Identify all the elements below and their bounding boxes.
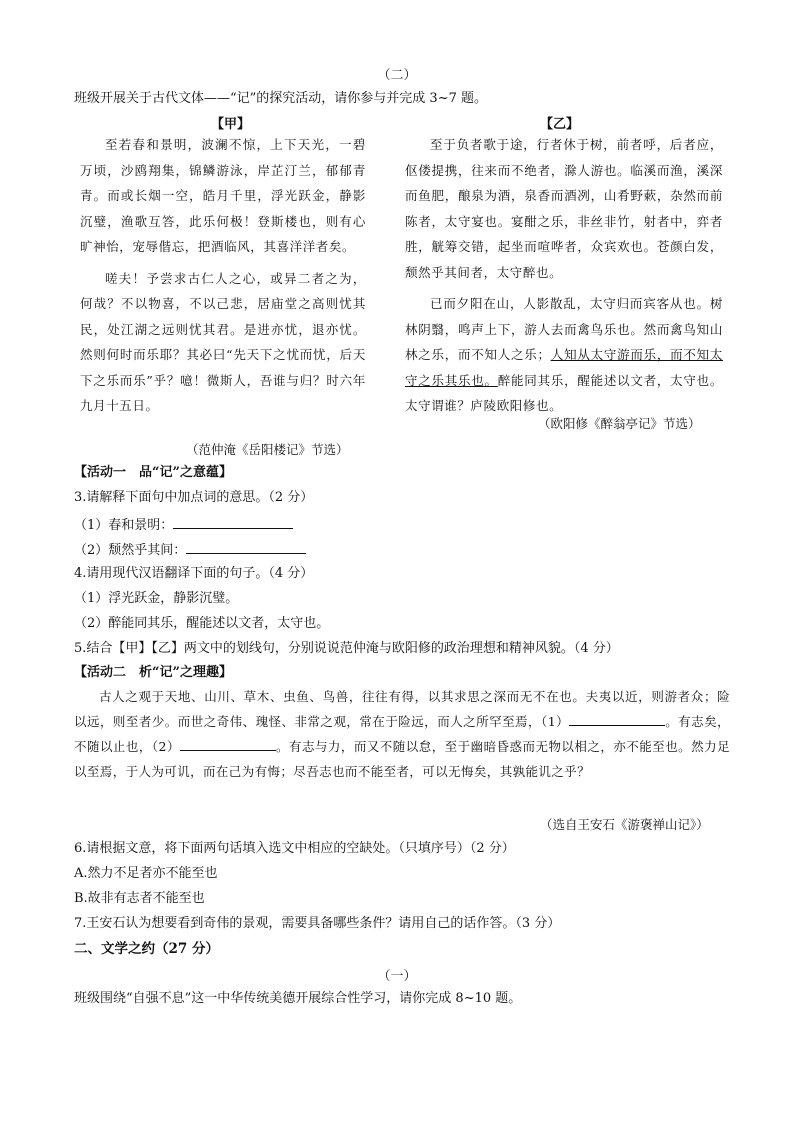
question-7: 7.王安石认为想要看到奇伟的景观，需要具备哪些条件？请用自己的话作答。（3 分） [74,916,561,931]
question-3-2-text: （2）颓然乎其间： [74,543,187,558]
passage-part-c: 。有志与力，而又不随以怠，至于幽暗昏惑而无物以相之，亦不能至也。然力足以至焉，于人为可讥，而在己为有悔；尽吾志也而不能至者，可以无悔矣，其孰能讥之乎？ [74,739,730,779]
yi-underlined-sentence: 人知从太守游而乐，而不知太守之乐其乐也。 [405,347,723,388]
question-4: 4.请用现代汉语翻译下面的句子。（4 分） [74,566,314,581]
activity-1-title: 【活动一 品“记”之意蕴】 [74,465,232,480]
question-3-1-text: （1）春和景明： [74,518,174,533]
section-2-sub-number: （一） [377,969,417,984]
section-2-intro: 班级围绕“自强不息”这一中华传统美德开展综合性学习，请你完成 8~10 题。 [74,991,522,1006]
question-5: 5.结合【甲】【乙】两文中的划线句，分别说说范仲淹与欧阳修的政治理想和精神风貌。（4 分） [74,641,619,656]
answer-blank[interactable] [173,514,293,529]
answer-blank[interactable] [186,539,306,554]
question-4-1: （1）浮光跃金，静影沉璧。 [74,591,239,606]
activity-2-title: 【活动二 析“记”之理趣】 [74,665,232,680]
activity-2-source: （选自王安石《游褒禅山记》） [540,817,709,832]
yi-p2-before: 已而夕阳在山，人影散乱，太守归而宾客从也。树林阴翳，鸣声上下，游人去而禽鸟乐也。然而禽鸟知山林之乐，而不知人之乐； [405,296,723,362]
section-2-title: 二、文学之约（27 分） [74,941,219,957]
section-intro: 班级开展关于古代文体——“记”的探究活动，请你参与并完成 3~7 题。 [74,91,487,106]
jia-paragraph-1: 至若春和景明，波澜不惊，上下天光，一碧万顷，沙鸥翔集，锦鳞游泳，岸芷汀兰，郁郁青青。而或长烟一空，皓月千里，浮光跃金，静影沉璧，渔歌互答，此乐何极！登斯楼也，则有心旷神怡，宠辱偕忘，把酒临风，其喜洋洋者矣。 [80,137,366,254]
passage-part-b: 。有志矣，不随以止也，（2） [74,714,730,754]
passage-part-a: 古人之观于天地、山川、草木、虫鱼、鸟兽，往往有得，以其求思之深而无不在也。夫夷以近，则游者众；险以远，则至者少。而世之奇伟、瑰怪、非常之观，常在于险远，而人之所罕至焉，（1） [74,689,730,729]
jia-paragraph-2: 嗟夫！予尝求古仁人之心，或异二者之为，何哉？不以物喜，不以己悲，居庙堂之高则忧其民，处江湖之远则忧其君。是进亦忧，退亦忧。然则何时而乐耶？其必曰“先天下之忧而忧，后天下之乐而乐”乎？噫！微斯人，吾谁与归？时六年九月十五日。 [80,270,366,413]
yi-paragraph-2 [405,291,723,419]
question-6: 6.请根据文意，将下面两句话填入选文中相应的空缺处。（只填序号）（2 分） [74,841,515,856]
question-3-2 [74,539,306,560]
question-6-option-a: A.然力不足者亦不能至也 [74,866,218,881]
question-3: 3.请解释下面句中加点词的意思。（2 分） [74,490,314,505]
fill-blank-1[interactable] [569,711,665,726]
section-number: （二） [377,68,417,83]
jia-source: （范仲淹《岳阳楼记》节选） [186,442,349,457]
jia-text [80,132,366,419]
yi-source: （欧阳修《醉翁亭记》节选） [538,416,701,431]
yi-p2-after: 醉能同其乐，醒能述以文者，太守也。太守谓谁？庐陵欧阳修也。 [405,372,723,413]
question-3-1 [74,514,293,535]
question-4-2: （2）醉能同其乐，醒能述以文者，太守也。 [74,616,330,631]
yi-label: 【乙】 [540,117,580,132]
fill-blank-2[interactable] [180,736,276,751]
yi-text [405,132,723,419]
activity-2-passage [74,684,730,784]
yi-paragraph-1: 至于负者歌于途，行者休于树，前者呼，后者应，伛偻提携，往来而不绝者，滁人游也。临溪而渔，溪深而鱼肥，酿泉为酒，泉香而酒冽，山肴野蔌，杂然而前陈者，太守宴也。宴酣之乐，非丝非竹，射者中，弈者胜，觥筹交错，起坐而喧哗者，众宾欢也。苍颜白发，颓然乎其间者，太守醉也。 [405,137,723,280]
jia-label: 【甲】 [211,117,251,132]
question-6-option-b: B.故非有志者不能至也 [74,891,205,906]
